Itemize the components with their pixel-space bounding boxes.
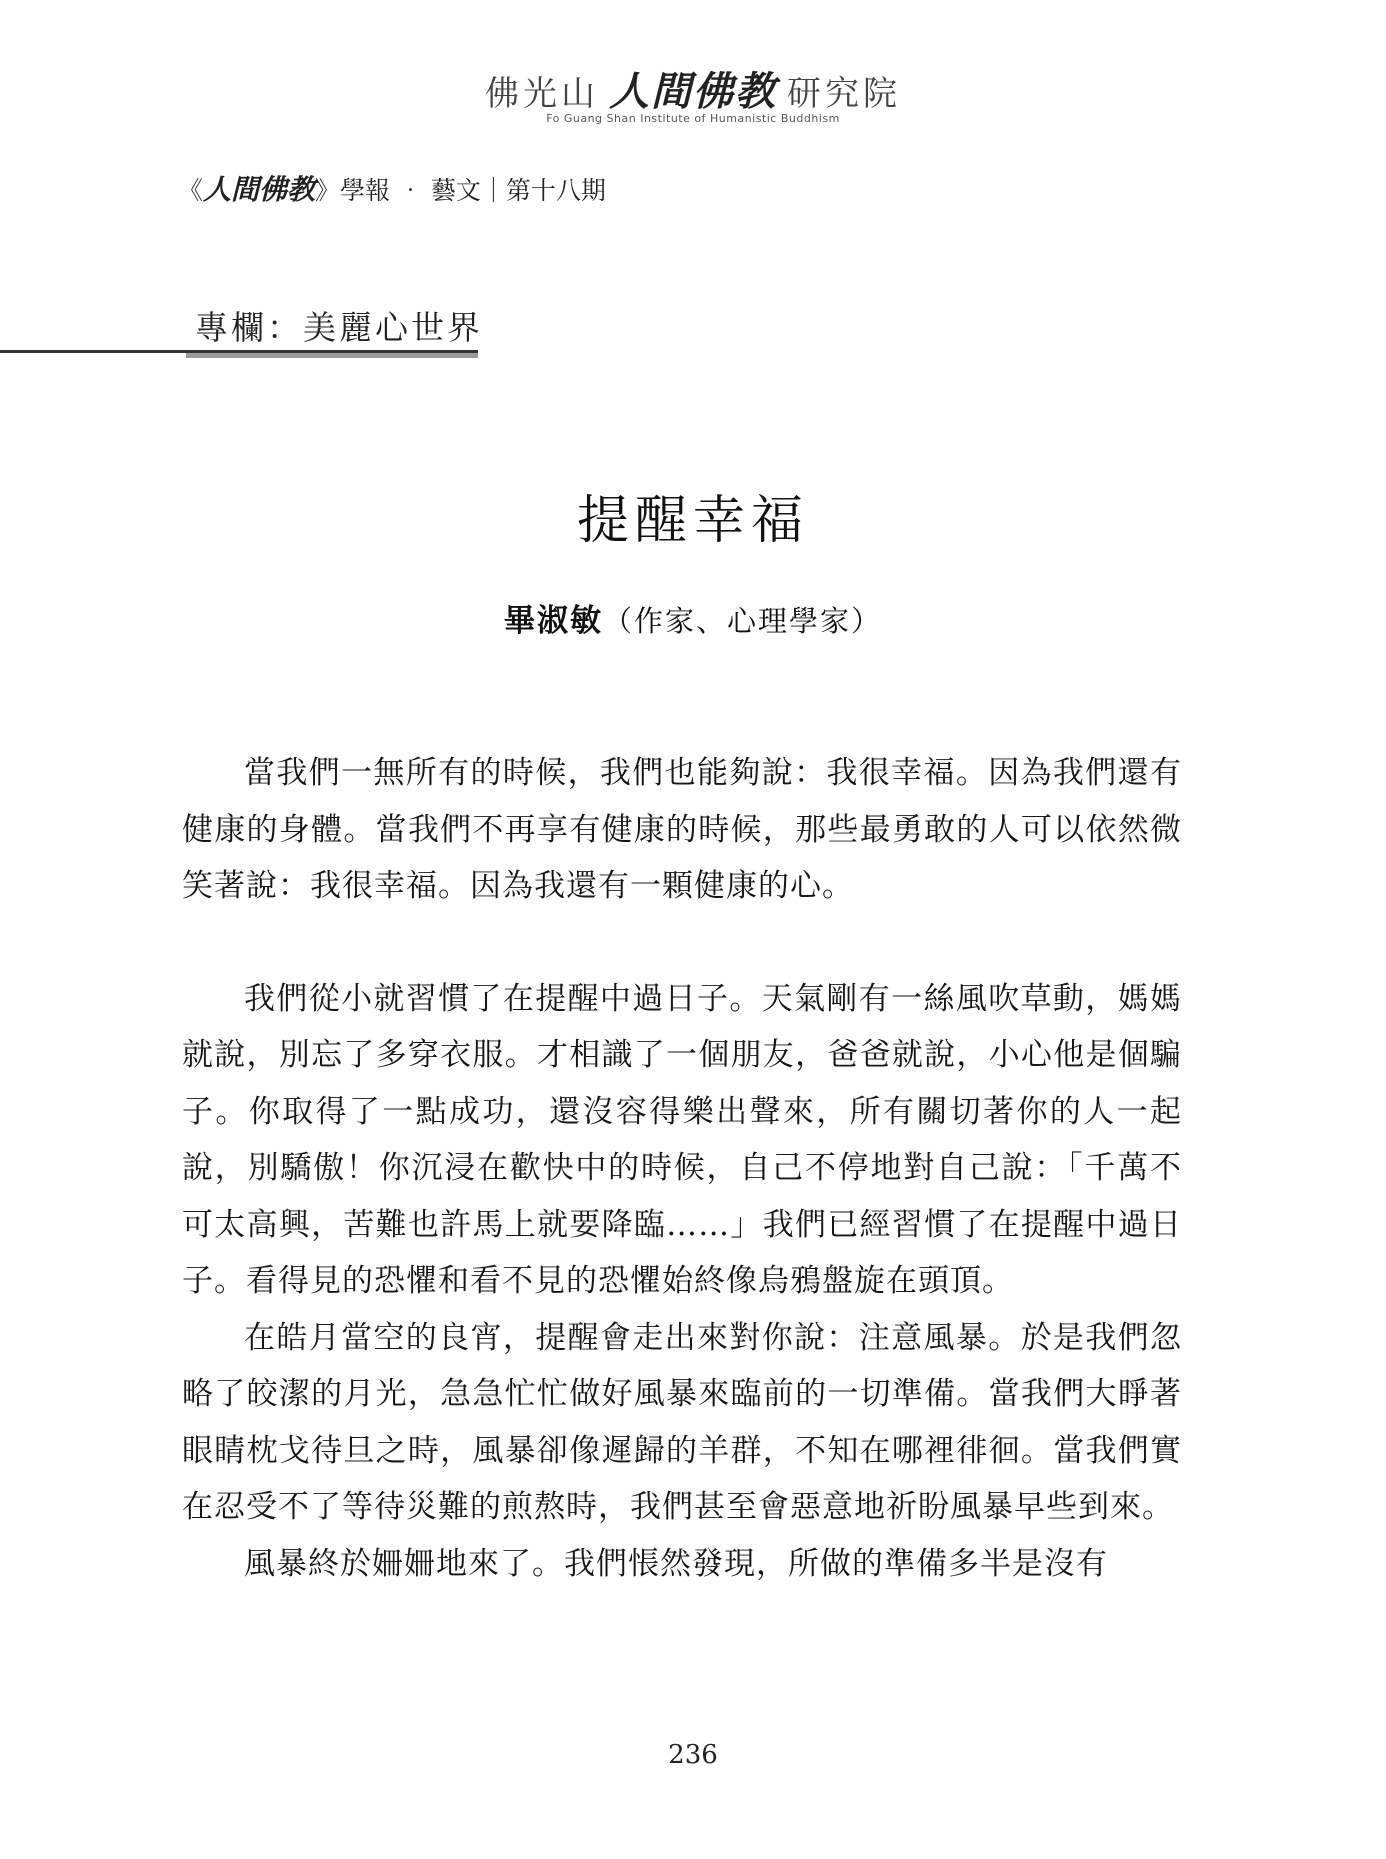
column-rule-grey (186, 353, 478, 358)
journal-logo: 人間佛教 (203, 173, 316, 206)
institute-header (0, 60, 1386, 117)
paragraph: 當我們一無所有的時候，我們也能夠說：我很幸福。因為我們還有健康的身體。當我們不再享有健康的時候，那些最勇敢的人可以依然微笑著說：我很幸福。因為我還有一顆健康的心。 (182, 755, 1182, 904)
author-line (0, 595, 1386, 640)
paragraph: 風暴終於姍姍地來了。我們悵然發現，所做的準備多半是沒有 (244, 1545, 1108, 1582)
paragraph: 我們從小就習慣了在提醒中過日子。天氣剛有一絲風吹草動，媽媽就說，別忘了多穿衣服。才相識了一個朋友，爸爸就說，小心他是個騙子。你取得了一點成功，還沒容得樂出聲來，所有關切著你的人一起說，別驕傲！你沉浸在歡快中的時候，自己不停地對自己說：「千萬不可太高興，苦難也許馬上就要降臨……」我們已經習慣了在提醒中過日子。看得見的恐懼和看不見的恐懼始終像烏鴉盤旋在頭頂。 (182, 980, 1182, 1299)
paragraph: 在皓月當空的良宵，提醒會走出來對你說：注意風暴。於是我們忽略了皎潔的月光，急急忙忙做好風暴來臨前的一切準備。當我們大睜著眼睛枕戈待旦之時，風暴卻像遲歸的羊群，不知在哪裡徘徊。當我們實在忍受不了等待災難的煎熬時，我們甚至會惡意地祈盼風暴早些到來。 (182, 1319, 1182, 1525)
institute-prefix: 佛光山 (485, 74, 599, 114)
author-name: 畢淑敏 (503, 603, 603, 639)
author-role: （作家、心理學家） (602, 604, 882, 638)
institute-english-name: Fo Guang Shan Institute of Humanistic Buddhism (546, 112, 840, 125)
journal-running-head (178, 168, 606, 208)
journal-open-bracket: 《 (178, 176, 204, 205)
article-body (182, 745, 1182, 1592)
column-title: 專欄：美麗心世界 (195, 308, 483, 347)
article-title: 提醒幸福 (576, 491, 809, 551)
institute-logo: 人間佛教 (609, 69, 777, 115)
journal-issue-info: 》學報 ‧ 藝文｜第十八期 (315, 176, 606, 205)
page-number: 236 (668, 1740, 718, 1770)
institute-suffix: 研究院 (787, 74, 901, 114)
